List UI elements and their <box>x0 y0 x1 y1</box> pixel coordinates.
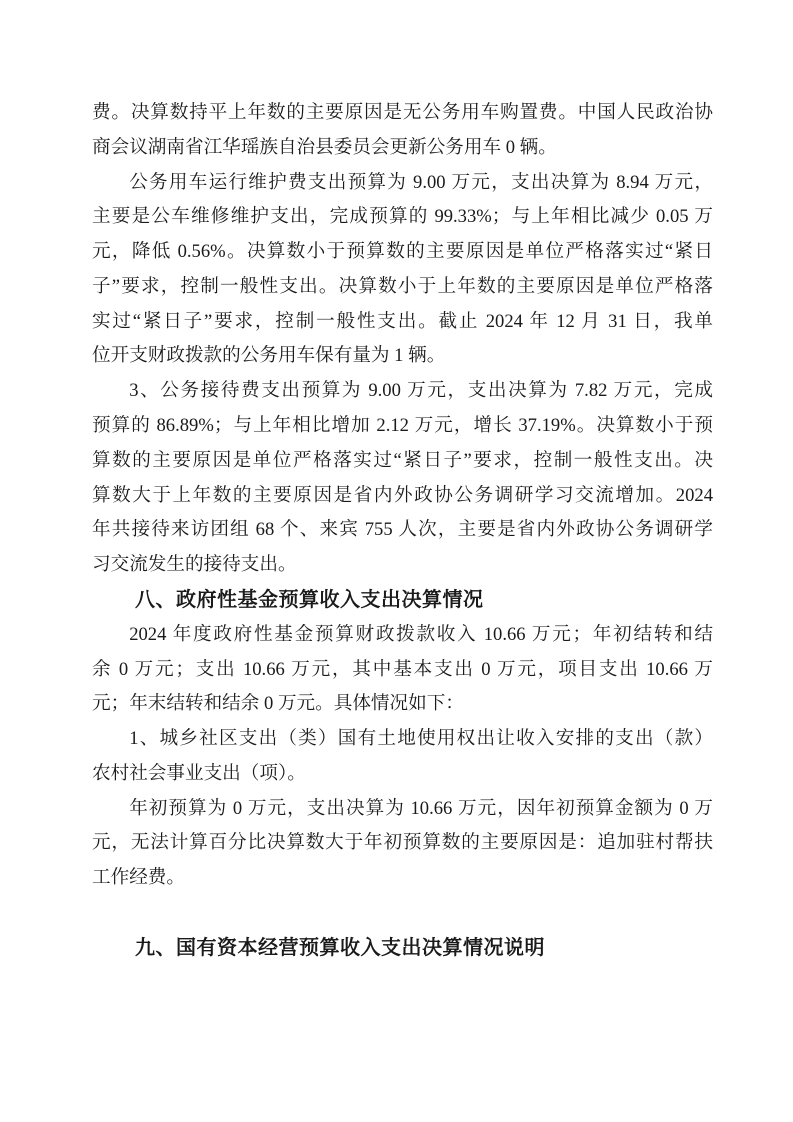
section-heading-9: 九、国有资本经营预算收入支出决算情况说明 <box>135 936 545 959</box>
paragraph-gov-fund-summary <box>92 618 713 722</box>
text-line: 元，降低 0.56%。决算数小于预算数的主要原因是单位严格落实过“紧日 <box>92 241 713 263</box>
text-line: 农村社会事业支出（项）。 <box>92 762 306 784</box>
paragraph-vehicle-maintenance <box>92 166 713 375</box>
text-line: 算数的主要原因是单位严格落实过“紧日子”要求，控制一般性支出。决 <box>92 449 713 471</box>
text-line: 余 0 万元；支出 10.66 万元，其中基本支出 0 万元，项目支出 10.66 万 <box>92 658 713 680</box>
text-line: 3、公务接待费支出预算为 9.00 万元，支出决算为 7.82 万元，完成 <box>129 380 713 402</box>
text-line: 实过“紧日子”要求，控制一般性支出。截止 2024 年 12 月 31 日，我单 <box>92 310 713 332</box>
text-line: 主要是公车维修维护支出，完成预算的 99.33%；与上年相比减少 0.05 万 <box>92 206 713 228</box>
text-line: 2024 年度政府性基金预算财政拨款收入 10.66 万元；年初结转和结 <box>129 623 713 645</box>
text-line: 算数大于上年数的主要原因是省内外政协公务调研学习交流增加。2024 <box>92 484 713 506</box>
text-line: 位开支财政拨款的公务用车保有量为 1 辆。 <box>92 345 446 367</box>
text-line: 商会议湖南省江华瑶族自治县委员会更新公务用车 0 辆。 <box>92 136 557 158</box>
text-line: 元，无法计算百分比决算数大于年初预算数的主要原因是：追加驻村帮扶 <box>92 832 713 854</box>
text-line: 习交流发生的接待支出。 <box>92 554 297 576</box>
text-line: 子”要求，控制一般性支出。决算数小于上年数的主要原因是单位严格落 <box>92 275 713 297</box>
text-line: 年初预算为 0 万元，支出决算为 10.66 万元，因年初预算金额为 0 万 <box>129 797 713 819</box>
text-line: 费。决算数持平上年数的主要原因是无公务用车购置费。中国人民政治协 <box>92 102 713 123</box>
text-line: 元；年末结转和结余 0 万元。具体情况如下： <box>92 693 464 715</box>
paragraph-fund-variance <box>92 792 713 896</box>
paragraph-vehicle-purchase-tail <box>92 96 713 166</box>
text-line: 年共接待来访团组 68 个、来宾 755 人次，主要是省内外政协公务调研学 <box>92 519 713 541</box>
text-line: 预算的 86.89%；与上年相比增加 2.12 万元，增长 37.19%。决算数小于预 <box>92 415 713 437</box>
text-line: 工作经费。 <box>92 867 185 889</box>
section-heading-8: 八、政府性基金预算收入支出决算情况 <box>135 588 484 611</box>
paragraph-official-reception <box>92 374 713 583</box>
blank-line <box>92 896 713 931</box>
text-line: 1、城乡社区支出（类）国有土地使用权出让收入安排的支出（款） <box>129 728 713 750</box>
text-line: 公务用车运行维护费支出预算为 9.00 万元，支出决算为 8.94 万元， <box>129 171 713 193</box>
paragraph-fund-item <box>92 722 713 792</box>
